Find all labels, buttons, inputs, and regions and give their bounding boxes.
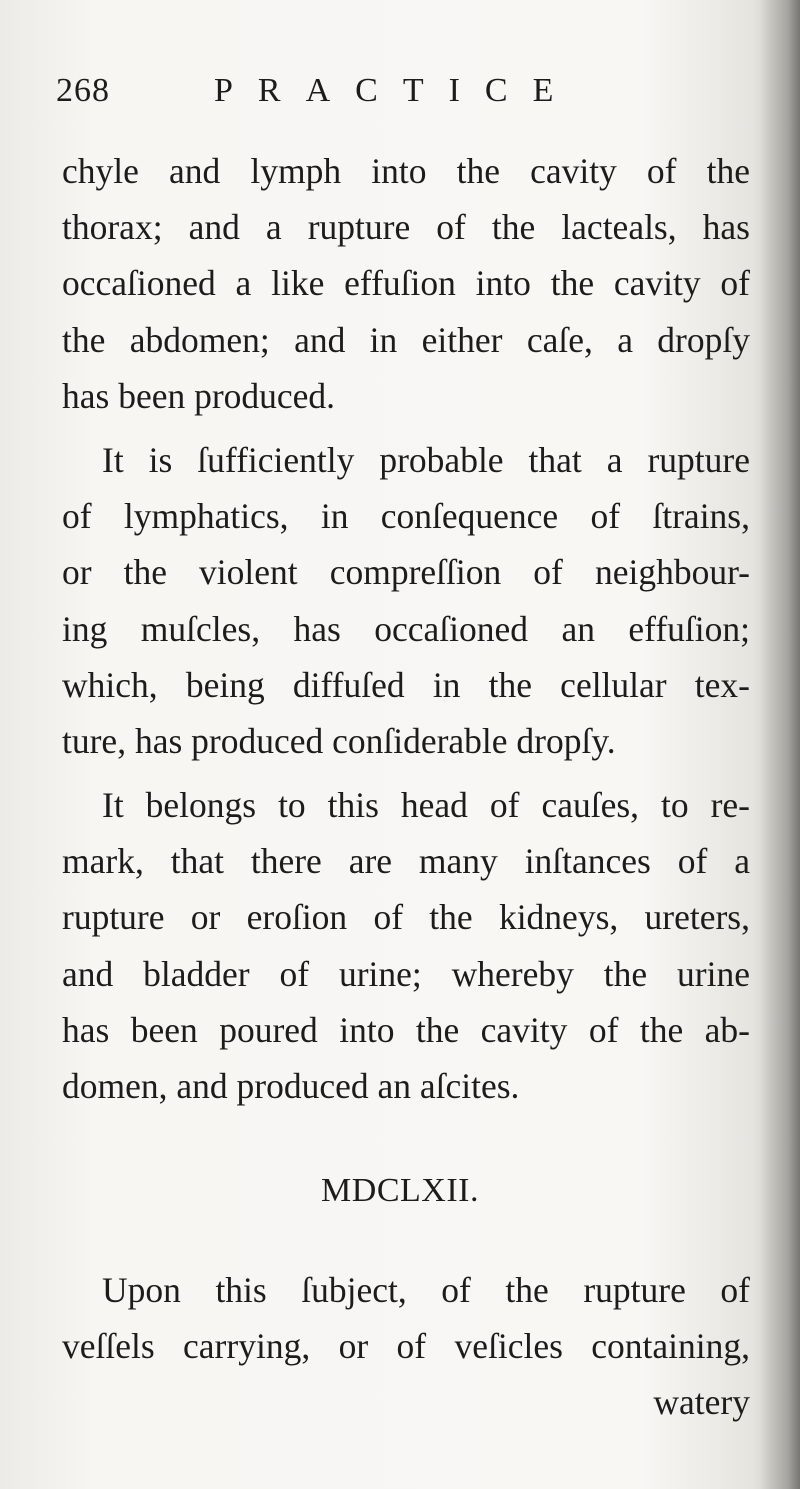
text-line: of lymphatics, in conſequence of ſtrains, — [62, 496, 750, 537]
text-line: mark, that there are many inſtances of a — [62, 841, 750, 882]
text-line: It belongs to this head of cauſes, to re- — [102, 785, 750, 826]
page-number: 268 — [56, 72, 110, 109]
paragraph — [62, 777, 750, 1114]
page-edge-shadow — [760, 0, 800, 1489]
text-line: and bladder of urine; whereby the urine — [62, 953, 750, 994]
text-line: the abdomen; and in either caſe, a dropſy — [62, 319, 750, 360]
catchword: watery — [653, 1382, 750, 1423]
text-line: domen, and produced an aſcites. — [62, 1066, 520, 1106]
text-line: which, being diffuſed in the cellular tex- — [62, 664, 750, 705]
text-line: It is ſufficiently probable that a rupture — [102, 439, 750, 480]
text-line: ing muſcles, has occaſioned an effuſion; — [62, 608, 750, 649]
body-text — [62, 143, 750, 1114]
text-line: rupture or eroſion of the kidneys, ureters, — [62, 897, 750, 938]
running-head: PRACTICE — [214, 72, 579, 109]
section-heading: MDCLXII. — [321, 1172, 479, 1209]
section-text — [62, 1262, 750, 1431]
text-line: occaſioned a like effuſion into the cavity of — [62, 263, 750, 304]
text-line: or the violent compreſſion of neighbour- — [62, 552, 750, 593]
text-line: thorax; and a rupture of the lacteals, has — [62, 207, 750, 248]
text-line: Upon this ſubject, of the rupture of — [102, 1270, 750, 1310]
text-line: has been produced. — [62, 375, 336, 416]
text-line: has been poured into the cavity of the ab- — [62, 1009, 750, 1050]
text-line: veſſels carrying, or of veſicles containing, — [62, 1326, 750, 1367]
page-header — [56, 72, 740, 120]
paragraph — [62, 432, 750, 769]
text-line: ture, has produced conſiderable dropſy. — [62, 720, 616, 761]
paragraph — [62, 143, 750, 424]
text-line: chyle and lymph into the cavity of the — [62, 151, 750, 191]
